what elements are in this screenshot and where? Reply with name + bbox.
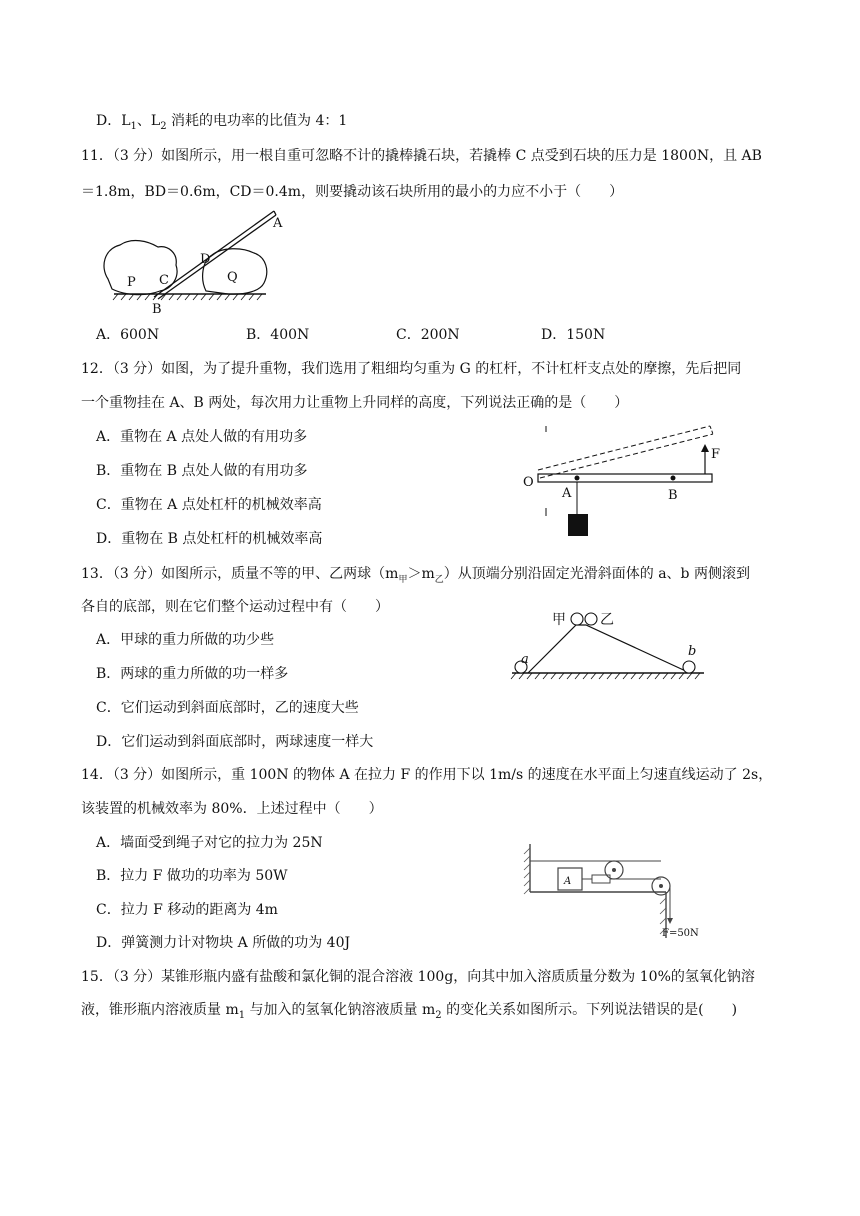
q13-stem-line2: 各自的底部，则在它们整个运动过程中有（ ） <box>81 599 389 615</box>
q14-pulley-figure <box>520 838 710 942</box>
q12-lever-figure <box>518 418 724 546</box>
q11-option-c: C．200N <box>396 327 460 343</box>
q14-option-d: D．弹簧测力计对物块 A 所做的功为 40J <box>96 935 351 951</box>
q12-option-b: B．重物在 B 点处人做的有用功多 <box>96 463 308 479</box>
q14-option-b: B．拉力 F 做功的功率为 50W <box>96 868 288 884</box>
q13-option-d: D．它们运动到斜面底部时，两球速度一样大 <box>96 734 374 750</box>
q11-option-a: A．600N <box>96 327 160 343</box>
q12-label-f: F <box>711 447 721 462</box>
q12-stem-line1: 12．（3 分）如图，为了提升重物，我们选用了粗细均匀重为 G 的杠杆，不计杠杆支点处的摩擦，先后把同 <box>81 361 742 377</box>
q13-option-c: C．它们运动到斜面底部时，乙的速度大些 <box>96 700 359 716</box>
q11-label-d: D <box>200 252 211 267</box>
q12-stem-line2: 一个重物挂在 A、B 两处，每次用力让重物上升同样的高度，下列说法正确的是（ ） <box>81 395 629 411</box>
q12-option-d: D．重物在 B 点处杠杆的机械效率高 <box>96 531 323 547</box>
q14-option-c: C．拉力 F 移动的距离为 4m <box>96 902 278 918</box>
q11-stem-line2: ＝1.8m，BD＝0.6m，CD＝0.4m，则要撬动该石块所用的最小的力应不小于（ ） <box>81 184 624 200</box>
q11-label-a: A <box>273 216 283 231</box>
q13-stem-line1: 13．（3 分）如图所示，质量不等的甲、乙两球$(m_甲>m_乙)$从顶端分别沿固定光滑斜面体的 a、b 两侧滚到 <box>81 566 750 585</box>
q11-stem-line1: 11．（3 分）如图所示，用一根自重可忽略不计的撬棒撬石块，若撬棒 C 点受到石块的压力是 1800N，且 AB <box>81 148 762 164</box>
q11-crowbar-figure <box>96 205 283 317</box>
q15-stem-line1: 15．（3 分）某锥形瓶内盛有盐酸和氯化铜的混合溶液 100g，向其中加入溶质质量分数为 10%的氢氧化钠溶 <box>81 969 755 985</box>
q11-option-b: B．400N <box>246 327 310 343</box>
q13-option-a: A．甲球的重力所做的功少些 <box>96 632 275 648</box>
q13-option-b: B．两球的重力所做的功一样多 <box>96 666 289 682</box>
q13-incline-figure <box>508 605 708 685</box>
q14-label-a: A <box>564 876 572 887</box>
q13-label-b: b <box>688 644 697 659</box>
q13-label-yi: 乙 <box>600 612 614 628</box>
q14-option-a: A．墙面受到绳子对它的拉力为 25N <box>96 835 323 851</box>
q10-option-d: D．$L_1$、$L_2$ 消耗的电功率的比值为 4：1 <box>96 113 348 132</box>
q12-label-o: O <box>523 475 534 490</box>
q12-option-c: C．重物在 A 点处杠杆的机械效率高 <box>96 497 322 513</box>
q11-label-b: B <box>152 302 162 317</box>
q11-label-c: C <box>159 273 169 288</box>
q12-option-a: A．重物在 A 点处人做的有用功多 <box>96 429 308 445</box>
q14-label-f: F=50N <box>662 928 699 939</box>
q15-stem-line2: 液，锥形瓶内溶液质量 $m_1$ 与加入的氢氧化钠溶液质量 $m_2$ 的变化关系如图所示。下列说法错误的是( ) <box>81 1002 738 1021</box>
q11-option-d: D．150N <box>541 327 606 343</box>
q13-label-a: a <box>521 652 529 667</box>
q12-label-a: A <box>562 486 572 501</box>
q14-stem-line1: 14．（3 分）如图所示，重 100N 的物体 A 在拉力 F 的作用下以 1m/s 的速度在水平面上匀速直线运动了 2s， <box>81 767 773 783</box>
q11-label-p: P <box>127 275 136 290</box>
q13-label-jia: 甲 <box>552 612 566 628</box>
q14-stem-line2: 该装置的机械效率为 80%．上述过程中（ ） <box>81 801 383 817</box>
q11-label-q: Q <box>227 270 238 285</box>
q12-label-b: B <box>668 488 678 503</box>
